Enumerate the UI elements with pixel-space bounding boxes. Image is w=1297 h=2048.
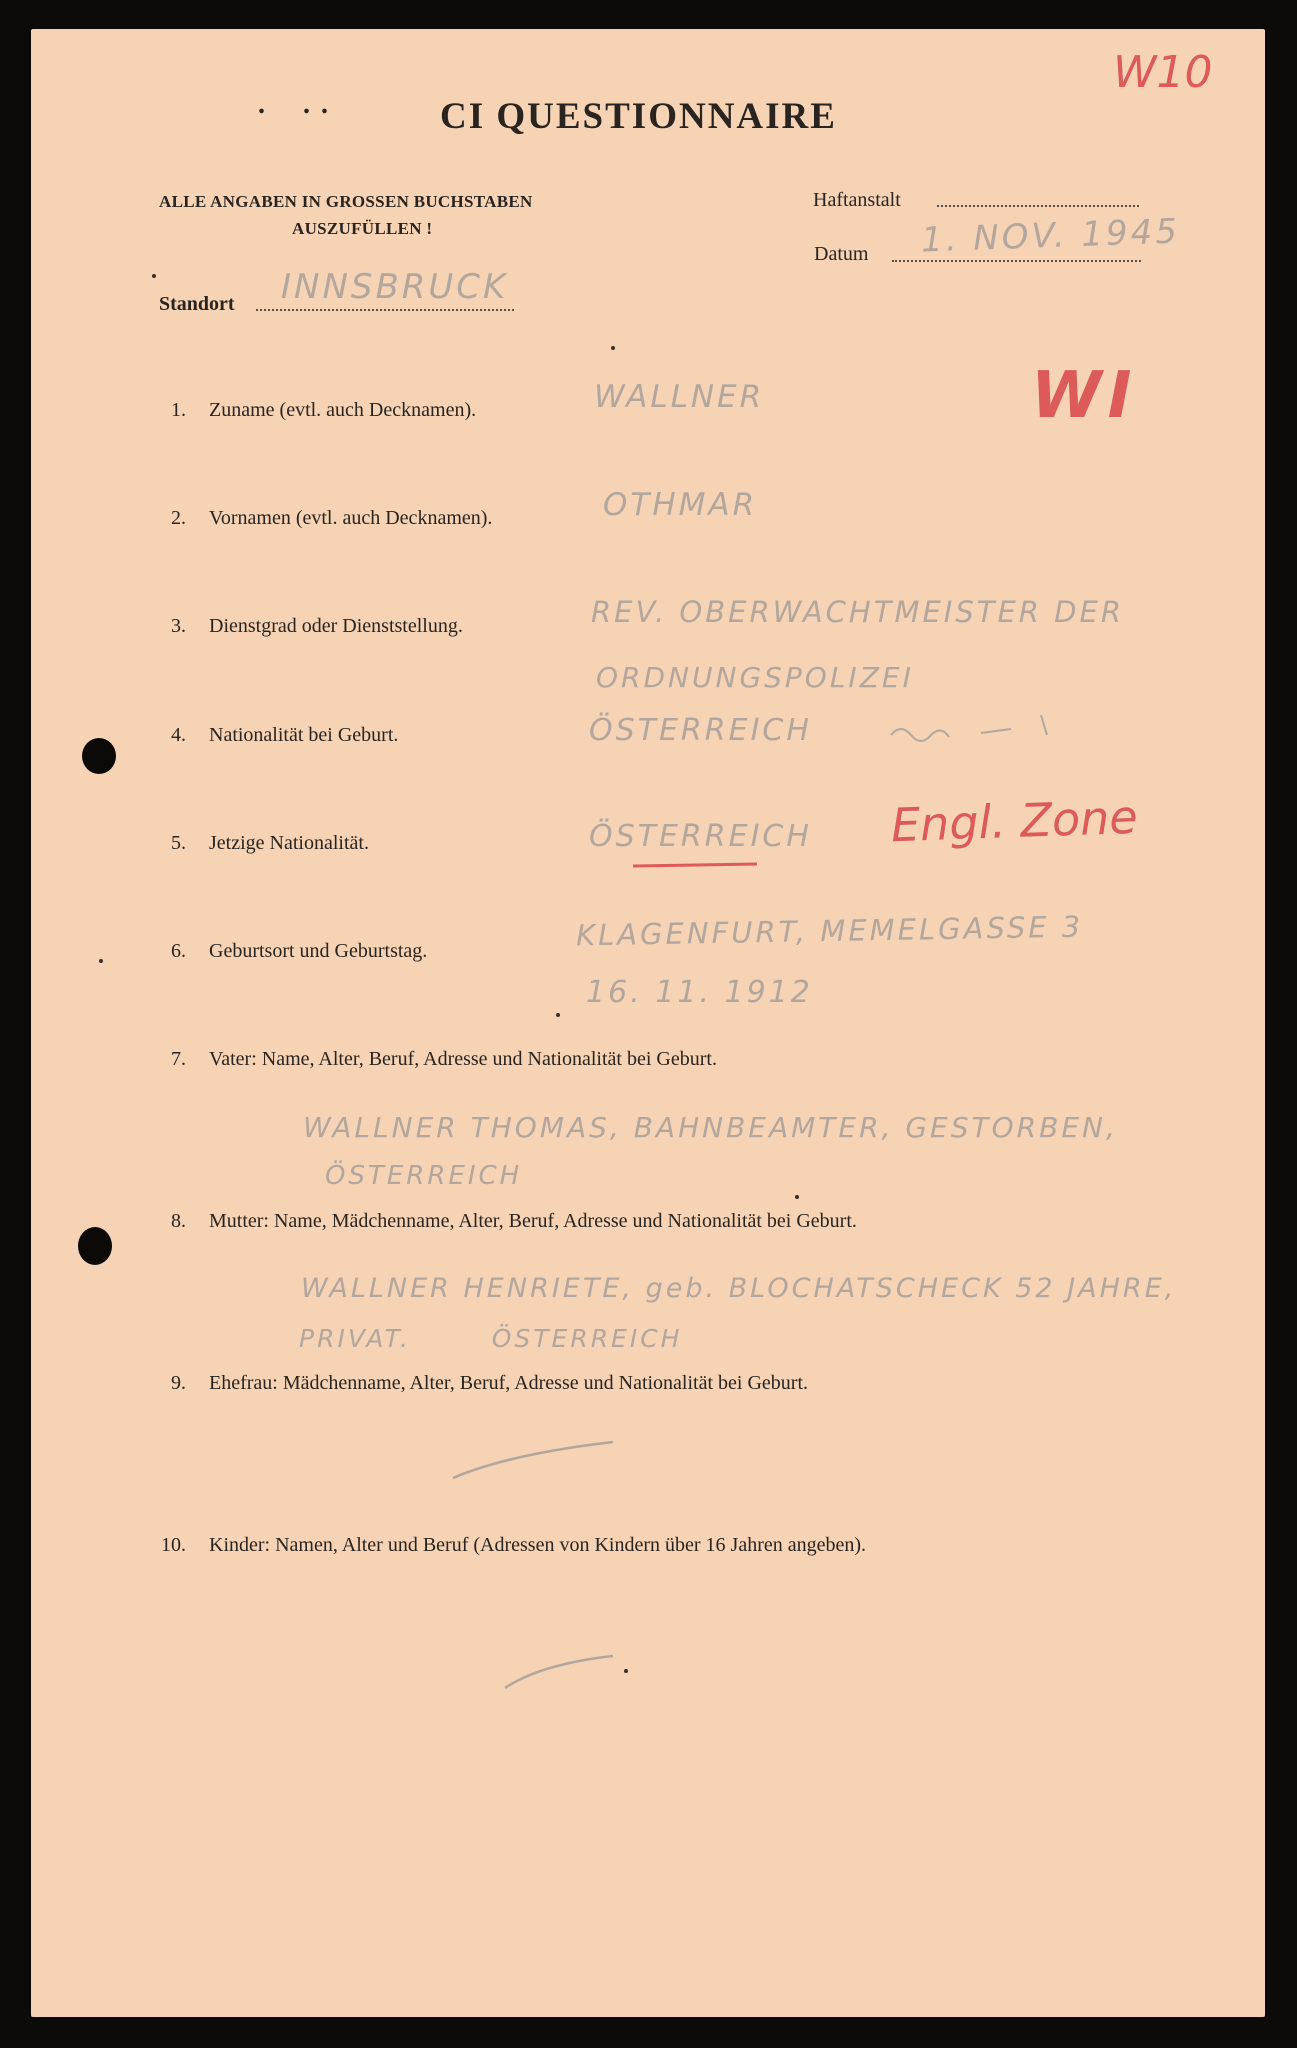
- question-6-answer-line-2: 16. 11. 1912: [586, 975, 813, 1010]
- question-1-number: 1.: [171, 399, 186, 421]
- header-dots: . . .: [258, 89, 330, 120]
- datum-label: Datum: [814, 243, 869, 265]
- question-8-answer-line-2: PRIVAT. ÖSTERREICH: [299, 1324, 683, 1353]
- stray-dot: [624, 1669, 628, 1673]
- question-1-answer: WALLNER: [594, 379, 765, 415]
- question-8-answer-line-1: WALLNER HENRIETE, geb. BLOCHATSCHECK 52 JAHRE,: [301, 1273, 1177, 1304]
- question-8-number: 8.: [171, 1210, 186, 1232]
- stray-dot: [556, 1013, 560, 1017]
- question-3-number: 3.: [171, 615, 186, 637]
- question-5-answer: ÖSTERREICH: [589, 819, 812, 854]
- question-6-number: 6.: [171, 940, 186, 962]
- question-9-dash: [449, 1434, 619, 1484]
- question-2-label: Vornamen (evtl. auch Decknamen).: [209, 507, 493, 529]
- question-2-number: 2.: [171, 507, 186, 529]
- question-7-number: 7.: [171, 1048, 186, 1070]
- red-zone-note: Engl. Zone: [890, 789, 1139, 853]
- instruction-line-2: AUSZUFÜLLEN !: [292, 219, 433, 238]
- question-4-scribble: [871, 705, 1071, 745]
- haftanstalt-line: [937, 205, 1139, 207]
- question-9-number: 9.: [171, 1372, 186, 1394]
- stray-dot: [611, 346, 615, 350]
- question-10-dash: [501, 1644, 621, 1694]
- question-7-label: Vater: Name, Alter, Beruf, Adresse und Nationalität bei Geburt.: [209, 1048, 717, 1070]
- question-2-answer: OTHMAR: [603, 487, 758, 523]
- standort-label: Standort: [159, 293, 235, 315]
- stray-dot: [795, 1195, 799, 1199]
- question-10-label: Kinder: Namen, Alter und Beruf (Adressen von Kindern über 16 Jahren angeben).: [209, 1534, 867, 1556]
- datum-line: [892, 260, 1141, 262]
- question-3-answer-line-1: REV. OBERWACHTMEISTER DER: [591, 595, 1124, 629]
- question-4-number: 4.: [171, 724, 186, 746]
- standort-line: [256, 309, 514, 311]
- question-9-label: Ehefrau: Mädchenname, Alter, Beruf, Adresse und Nationalität bei Geburt.: [209, 1372, 809, 1394]
- punch-hole-bottom: [78, 1227, 112, 1265]
- haftanstalt-label: Haftanstalt: [813, 189, 901, 211]
- question-6-label: Geburtsort und Geburtstag.: [209, 940, 428, 962]
- standort-value: INNSBRUCK: [281, 267, 509, 307]
- question-7-answer-line-2: ÖSTERREICH: [325, 1161, 523, 1191]
- question-6-answer-line-1: KLAGENFURT, MEMELGASSE 3: [575, 909, 1084, 953]
- stray-dot: [99, 959, 103, 963]
- corner-mark: W10: [1113, 47, 1213, 98]
- instruction-line-1: ALLE ANGABEN IN GROSSEN BUCHSTABEN: [159, 192, 533, 211]
- red-initials: WI: [1031, 359, 1138, 433]
- question-3-answer-line-2: ORDNUNGSPOLIZEI: [596, 661, 914, 694]
- page-title: CI QUESTIONNAIRE: [440, 96, 837, 137]
- question-5-underline: [631, 861, 761, 871]
- question-5-label: Jetzige Nationalität.: [209, 832, 369, 854]
- question-1-label: Zuname (evtl. auch Decknamen).: [209, 399, 477, 421]
- datum-value: 1. NOV. 1945: [920, 211, 1181, 261]
- question-10-number: 10.: [161, 1534, 186, 1556]
- question-7-answer-line-1: WALLNER THOMAS, BAHNBEAMTER, GESTORBEN,: [303, 1111, 1118, 1144]
- question-5-number: 5.: [171, 832, 186, 854]
- punch-hole-top: [82, 738, 116, 774]
- questionnaire-sheet: [31, 29, 1265, 2017]
- question-3-label: Dienstgrad oder Dienststellung.: [209, 615, 463, 637]
- question-4-answer: ÖSTERREICH: [589, 713, 812, 748]
- stray-dot: [152, 274, 156, 278]
- question-8-label: Mutter: Name, Mädchenname, Alter, Beruf, Adresse und Nationalität bei Geburt.: [209, 1210, 857, 1232]
- question-4-label: Nationalität bei Geburt.: [209, 724, 399, 746]
